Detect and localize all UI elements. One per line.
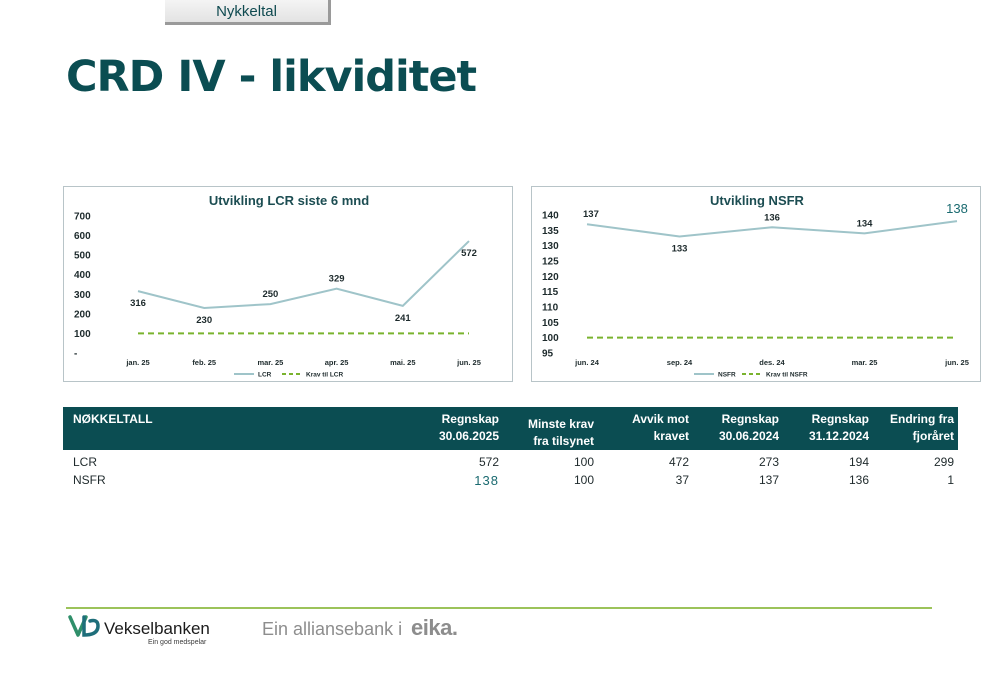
lcr-chart	[63, 186, 513, 382]
y-tick-label: 200	[74, 309, 91, 321]
x-tick-label: mar. 25	[257, 358, 284, 367]
header-regnskap-2024-06: Regnskap 30.06.2024	[718, 412, 779, 443]
y-tick-label: 100	[74, 328, 91, 340]
x-tick-label: jun. 24	[575, 358, 599, 367]
vekselbanken-logo	[68, 613, 218, 653]
data-label: 572	[461, 248, 477, 260]
x-tick-label: mai. 25	[390, 358, 416, 367]
y-tick-label: -	[74, 348, 78, 360]
cell-value: 194	[848, 455, 869, 469]
y-tick-label: 300	[74, 289, 91, 301]
y-tick-label: 700	[74, 211, 91, 223]
y-tick-label: 110	[542, 302, 559, 314]
x-tick-label: jun. 25	[457, 358, 481, 367]
cell-value: 136	[848, 473, 869, 487]
y-tick-label: 105	[542, 317, 559, 329]
data-label: 250	[262, 289, 279, 301]
x-tick-label: des. 24	[759, 358, 785, 367]
y-tick-label: 95	[542, 348, 554, 360]
cell-label: LCR	[73, 455, 98, 469]
footer-divider	[66, 607, 932, 609]
nsfr-chart-svg	[532, 187, 982, 383]
legend-label: LCR	[258, 371, 272, 379]
y-tick-label: 600	[74, 231, 91, 243]
data-label: 133	[671, 243, 688, 255]
bank-name: Vekselbanken	[104, 619, 210, 638]
data-label: 136	[764, 212, 780, 224]
table-row-nsfr	[63, 470, 958, 490]
cell-value: 472	[668, 455, 689, 469]
legend-label: Krav til LCR	[306, 371, 344, 379]
y-tick-label: 400	[74, 270, 91, 282]
page-title: CRD IV - likviditet	[66, 52, 477, 102]
cell-label: NSFR	[73, 473, 106, 487]
y-tick-label: 130	[542, 241, 559, 253]
data-label: 137	[583, 209, 599, 221]
bank-tagline: Ein god medspelar	[148, 639, 207, 646]
x-tick-label: jun. 25	[945, 358, 969, 367]
series-line-nsfr	[587, 221, 957, 236]
y-tick-label: 500	[74, 250, 91, 262]
alliance-text: Ein alliansebank i	[262, 619, 403, 639]
kpi-table	[63, 407, 958, 490]
chart-title: Utvikling LCR siste 6 mnd	[208, 193, 370, 208]
y-tick-label: 100	[542, 333, 559, 345]
data-label: 134	[856, 218, 873, 230]
header-minste-krav: Minste krav fra tilsynet	[527, 417, 594, 448]
lcr-chart-svg	[64, 187, 514, 383]
x-tick-label: jan. 25	[126, 358, 150, 367]
series-line-lcr	[138, 241, 469, 308]
x-tick-label: sep. 24	[666, 358, 693, 367]
y-tick-label: 115	[542, 287, 559, 299]
data-label: 329	[328, 273, 345, 285]
y-tick-label: 135	[542, 225, 559, 237]
x-tick-label: apr. 25	[324, 358, 349, 367]
y-tick-label: 140	[542, 210, 559, 222]
section-tab: Nykkeltal	[165, 0, 331, 25]
header-regnskap-2024-12: Regnskap 31.12.2024	[808, 412, 869, 443]
nsfr-chart	[531, 186, 981, 382]
data-label: 230	[196, 314, 213, 326]
table-row-lcr	[63, 450, 958, 470]
cell-value: 138	[474, 472, 499, 488]
data-label: 241	[394, 312, 411, 324]
cell-value: 37	[675, 473, 689, 487]
header-regnskap-2025: Regnskap 30.06.2025	[438, 412, 499, 443]
y-tick-label: 125	[542, 256, 559, 268]
x-tick-label: feb. 25	[192, 358, 217, 367]
cell-value: 299	[933, 455, 954, 469]
y-tick-label: 120	[542, 271, 559, 283]
cell-value: 273	[758, 455, 779, 469]
cell-value: 1	[947, 473, 954, 487]
table-header-row	[63, 407, 958, 450]
header-nokkeltall: NØKKELTALL	[73, 412, 153, 426]
data-label: 316	[130, 298, 146, 310]
cell-value: 572	[478, 455, 499, 469]
vekselbanken-logo-icon	[68, 613, 104, 639]
header-endring: Endring fra fjoråret	[889, 412, 954, 443]
legend-label: NSFR	[718, 371, 736, 379]
legend-label: Krav til NSFR	[766, 371, 808, 379]
chart-title: Utvikling NSFR	[710, 193, 804, 208]
header-avvik: Avvik mot kravet	[632, 412, 689, 443]
cell-value: 100	[573, 473, 594, 487]
data-label: 138	[946, 201, 968, 217]
cell-value: 137	[758, 473, 779, 487]
x-tick-label: mar. 25	[851, 358, 878, 367]
cell-value: 100	[573, 455, 594, 469]
eika-logo: eika.	[411, 615, 458, 640]
